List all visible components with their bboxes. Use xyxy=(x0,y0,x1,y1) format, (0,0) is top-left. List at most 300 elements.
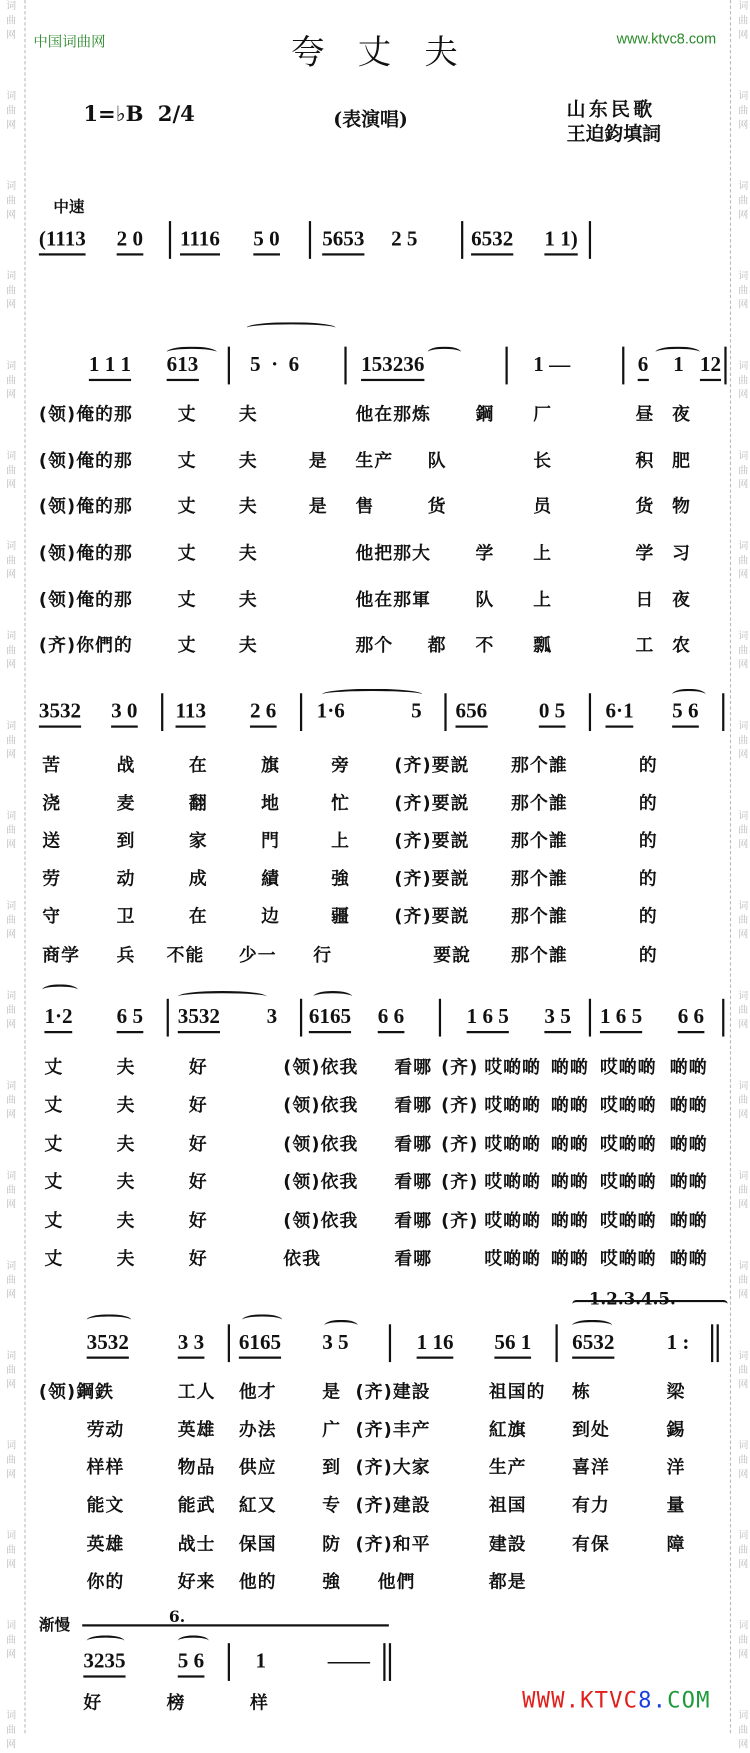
lyric-text: 边 xyxy=(261,905,280,927)
lyric-text: 学 xyxy=(475,542,495,564)
barline xyxy=(722,999,724,1037)
lyric-text: 货 xyxy=(427,495,447,517)
lyric-text: 那个誰 xyxy=(511,829,568,852)
watermark-text: 词 曲 网 xyxy=(6,1440,17,1481)
lyric-text: 员 xyxy=(533,495,553,517)
barline xyxy=(556,1324,558,1362)
note-group: 1·2 xyxy=(44,1005,72,1033)
lyric-text: 哎啲啲 xyxy=(599,1133,657,1155)
lyric-text: 积 xyxy=(635,449,655,472)
lyric-text: 哎啲啲 xyxy=(484,1133,542,1155)
lyricist: 王迫鈞填詞 xyxy=(566,123,662,146)
lyric-text: 好 xyxy=(188,1209,208,1231)
lyric-text: 队 xyxy=(475,588,495,610)
note-group: 1 xyxy=(673,353,684,377)
barline xyxy=(622,347,624,385)
note-group: 6532 xyxy=(572,1331,614,1359)
barline xyxy=(711,1324,713,1362)
barline xyxy=(228,347,230,385)
lyric-text: 的 xyxy=(638,944,658,966)
lyric-text: 栋 xyxy=(572,1380,592,1403)
watermark-text: 词 曲 网 xyxy=(6,181,17,222)
lyric-text: (齐)要説 xyxy=(394,754,470,776)
lyric-text: 厂 xyxy=(533,403,553,425)
lyric-text: 在 xyxy=(188,754,208,776)
lyric-text: 旁 xyxy=(331,754,350,776)
note-group: 3 5 xyxy=(544,1005,570,1033)
note-group: 3 xyxy=(266,1005,278,1029)
lyric-text: 麦 xyxy=(116,792,136,814)
key-signature: 1=♭B xyxy=(83,102,144,127)
lyric-text: 好来 xyxy=(177,1570,216,1593)
lyric-text: (领)鋼鉄 xyxy=(38,1380,115,1403)
note-group: 5 · 6 xyxy=(249,353,300,377)
ktvc8-logo: WWW.KTVC8.COM xyxy=(522,1686,711,1714)
lyric-text: 啲啲 xyxy=(669,1133,708,1155)
watermark-text: 词 曲 网 xyxy=(6,721,17,762)
note-group: 3532 xyxy=(87,1331,129,1359)
lyric-text: 防 xyxy=(322,1533,342,1555)
lyric-text: 翻 xyxy=(188,792,208,814)
slur-mark xyxy=(242,1314,282,1325)
barline xyxy=(300,999,302,1037)
lyric-text: 上 xyxy=(331,829,350,852)
note-group: 1 — xyxy=(533,353,571,377)
lyric-text: 鋼 xyxy=(475,403,495,425)
watermark-text: 词 曲 网 xyxy=(738,1350,749,1391)
lyric-text: 夫 xyxy=(238,588,258,610)
lyric-text: 的 xyxy=(638,754,658,776)
lyric-text: 丈 xyxy=(44,1209,64,1231)
lyric-text: 动 xyxy=(116,867,136,889)
ritardando-line xyxy=(82,1624,389,1626)
lyric-text: 哎啲啲 xyxy=(484,1094,542,1116)
lyric-text: 广 xyxy=(322,1418,342,1440)
lyric-text: 劳 xyxy=(42,867,62,889)
lyric-text: 哎啲啲 xyxy=(484,1056,542,1078)
song-source: 山东民歌 xyxy=(566,98,656,122)
note-group: 3532 xyxy=(39,700,81,728)
lyric-text: 哎啲啲 xyxy=(484,1247,542,1269)
lyric-text: 啲啲 xyxy=(669,1094,708,1116)
lyric-text: 样 xyxy=(249,1692,269,1714)
lyric-text: 的 xyxy=(638,792,658,814)
barline xyxy=(389,1324,391,1362)
watermark-text: 词 曲 网 xyxy=(738,631,749,672)
lyric-text: 到处 xyxy=(572,1418,610,1440)
lyric-text: 样样 xyxy=(86,1456,125,1478)
lyric-text: 紅又 xyxy=(238,1494,277,1516)
barline xyxy=(589,221,591,259)
note-group: 1 1) xyxy=(544,228,577,256)
tempo-marking: 中速 xyxy=(53,198,85,217)
lyric-text: 哎啲啲 xyxy=(599,1056,657,1078)
lyric-text: 看哪 xyxy=(394,1133,433,1155)
lyric-text: 喜洋 xyxy=(572,1456,610,1478)
barline xyxy=(461,221,463,259)
lyric-text: 丈 xyxy=(177,634,197,656)
lyric-text: 他才 xyxy=(238,1380,277,1403)
watermark-text: 词 曲 网 xyxy=(738,1620,749,1661)
barline xyxy=(228,1324,230,1362)
lyric-text: 物品 xyxy=(177,1456,216,1478)
time-signature: 2/4 xyxy=(157,102,195,127)
lyric-text: 兵 xyxy=(116,944,136,966)
barline xyxy=(167,999,169,1037)
lyric-text: 习 xyxy=(672,542,692,564)
lyric-text: 夫 xyxy=(116,1133,136,1155)
barline xyxy=(724,347,726,385)
lyric-text: 卫 xyxy=(116,905,136,927)
slur-mark xyxy=(655,347,699,358)
lyric-text: 看哪 xyxy=(394,1247,433,1269)
watermark-text: 词 曲 网 xyxy=(738,1530,749,1571)
lyric-text: 家 xyxy=(188,829,208,852)
note-group: 6165 xyxy=(309,1005,351,1033)
note-group: 1 1 1 xyxy=(89,353,131,381)
lyric-text: 守 xyxy=(42,905,62,927)
lyric-text: (领)依我 xyxy=(283,1133,359,1155)
left-border xyxy=(24,0,25,1733)
lyric-text: 他把那大 xyxy=(355,542,432,564)
lyric-text: 好 xyxy=(83,1692,103,1714)
lyric-text: 祖国的 xyxy=(488,1380,546,1403)
note-group: 0 5 xyxy=(539,700,565,728)
lyric-text: 要說 xyxy=(433,944,472,966)
lyric-text: 学 xyxy=(635,542,655,564)
lyric-text: 他在那炼 xyxy=(355,403,432,425)
lyric-text: 专 xyxy=(322,1494,342,1516)
lyric-text: (领)依我 xyxy=(283,1170,359,1193)
lyric-text: 夫 xyxy=(116,1170,136,1193)
lyric-text: 不 xyxy=(475,634,495,656)
watermark-text: 词 曲 网 xyxy=(6,1,17,42)
barline xyxy=(228,1643,230,1681)
site-name[interactable]: 中国词曲网 xyxy=(33,33,106,50)
lyric-text: 能文 xyxy=(86,1494,125,1516)
lyric-text: 那个 xyxy=(355,634,394,656)
lyric-text: 看哪 xyxy=(394,1209,433,1231)
lyric-text: 丈 xyxy=(44,1133,64,1155)
watermark-text: 词 曲 网 xyxy=(738,541,749,582)
barline xyxy=(169,221,171,259)
note-group: 613 xyxy=(167,353,199,381)
lyric-text: 丈 xyxy=(44,1056,64,1078)
lyric-text: 績 xyxy=(261,867,280,889)
lyric-text: 都 xyxy=(427,634,447,656)
note-group: —— xyxy=(327,1649,370,1674)
watermark-text: 词 曲 网 xyxy=(738,271,749,312)
note-group: 5 xyxy=(411,699,422,724)
lyric-text: 好 xyxy=(188,1170,208,1193)
lyric-text: (齐)要説 xyxy=(394,867,470,889)
slur-mark xyxy=(178,1635,209,1646)
lyric-text: 量 xyxy=(666,1494,686,1516)
slur-mark xyxy=(572,1320,612,1331)
watermark-text: 词 曲 网 xyxy=(6,631,17,672)
slur-mark xyxy=(87,1314,131,1325)
lyric-text: 旗 xyxy=(261,754,280,776)
barline xyxy=(506,347,508,385)
lyric-text: 售 xyxy=(355,495,375,517)
slur-mark xyxy=(247,322,336,333)
note-group: 6532 xyxy=(471,228,513,256)
slur-mark xyxy=(322,689,422,700)
lyric-text: 建設 xyxy=(488,1533,527,1555)
lyric-text: 梁 xyxy=(666,1380,686,1403)
watermark-text: 词 曲 网 xyxy=(738,991,749,1032)
right-border xyxy=(730,0,731,1733)
lyric-text: 看哪 xyxy=(394,1056,433,1078)
lyric-text: 的 xyxy=(638,905,658,927)
note-group: 2 0 xyxy=(117,228,143,256)
lyric-text: 啲啲 xyxy=(551,1056,589,1078)
site-url[interactable]: www.ktvc8.com xyxy=(616,29,717,47)
lyric-text: (领)依我 xyxy=(283,1056,359,1078)
lyric-text: 生产 xyxy=(488,1456,527,1478)
lyric-text: 強 xyxy=(322,1570,342,1593)
watermark-text: 词 曲 网 xyxy=(6,811,17,852)
lyric-text: 啲啲 xyxy=(551,1247,589,1269)
note-group: 1 xyxy=(255,1649,267,1674)
lyric-text: (领)俺的那 xyxy=(38,403,133,425)
lyric-text: 疆 xyxy=(331,905,350,927)
lyric-text: 看哪 xyxy=(394,1094,433,1116)
lyric-text: (齐)大家 xyxy=(355,1456,431,1478)
lyric-text: 哎啲啲 xyxy=(599,1247,657,1269)
lyric-text: 生产 xyxy=(355,449,394,472)
lyric-text: 上 xyxy=(533,542,553,564)
lyric-text: (齐)丰产 xyxy=(355,1418,431,1440)
volta-line xyxy=(572,1300,728,1311)
lyric-text: 物 xyxy=(672,495,692,517)
barline xyxy=(161,693,163,731)
lyric-text: 成 xyxy=(188,867,208,889)
lyric-text: 那个誰 xyxy=(511,944,568,966)
lyric-text: 能武 xyxy=(177,1494,216,1516)
barline xyxy=(383,1643,385,1681)
lyric-text: 那个誰 xyxy=(511,867,568,889)
lyric-text: 队 xyxy=(427,449,447,472)
barline xyxy=(344,347,346,385)
note-group: 113 xyxy=(176,700,207,728)
lyric-text: 啲啲 xyxy=(669,1209,708,1231)
lyric-text: 好 xyxy=(188,1056,208,1078)
lyric-text: (领)俺的那 xyxy=(38,495,133,517)
lyric-text: 哎啲啲 xyxy=(484,1170,542,1193)
lyric-text: 是 xyxy=(308,449,328,472)
lyric-text: 夫 xyxy=(238,449,258,472)
lyric-text: (领)依我 xyxy=(283,1094,359,1116)
watermark-text: 词 曲 网 xyxy=(6,1170,17,1211)
lyric-text: 行 xyxy=(313,944,333,966)
lyric-text: 办法 xyxy=(238,1418,277,1440)
note-group: 56 1 xyxy=(494,1331,531,1359)
note-group: 12 xyxy=(700,353,721,381)
watermark-text: 词 曲 网 xyxy=(6,451,17,492)
note-group: 5 0 xyxy=(253,228,279,256)
barline xyxy=(722,693,724,731)
lyric-text: 強 xyxy=(331,867,350,889)
lyric-text: 他的 xyxy=(238,1570,277,1593)
lyric-text: 夫 xyxy=(116,1094,136,1116)
note-group: 1116 xyxy=(180,228,220,256)
note-group: 153236 xyxy=(361,353,424,381)
lyric-text: 是 xyxy=(308,495,328,517)
watermark-text: 词 曲 网 xyxy=(6,1350,17,1391)
note-group: 3 5 xyxy=(322,1330,349,1355)
watermark-text: 词 曲 网 xyxy=(738,451,749,492)
lyric-text: 那个誰 xyxy=(511,905,568,927)
lyric-text: 工 xyxy=(635,634,655,656)
lyric-text: 你的 xyxy=(86,1570,125,1593)
lyric-text: 啲啲 xyxy=(669,1247,708,1269)
lyric-text: (齐) xyxy=(441,1133,479,1155)
lyric-text: (齐) xyxy=(441,1209,479,1231)
lyric-text: 不能 xyxy=(166,944,205,966)
lyric-text: 浇 xyxy=(42,792,62,814)
lyric-text: 夫 xyxy=(116,1056,136,1078)
note-group: 1 : xyxy=(666,1330,690,1355)
note-group: (1113 xyxy=(39,228,86,256)
lyric-text: 哎啲啲 xyxy=(599,1170,657,1193)
lyric-text: 的 xyxy=(638,867,658,889)
lyric-text: 看哪 xyxy=(394,1170,433,1193)
watermark-text: 词 曲 网 xyxy=(6,361,17,402)
barline xyxy=(589,693,591,731)
note-group: 6165 xyxy=(239,1331,281,1359)
performance-type: (表演唱) xyxy=(333,108,408,132)
lyric-text: 货 xyxy=(635,495,655,517)
lyric-text: (齐)要説 xyxy=(394,905,470,927)
lyric-text: 的 xyxy=(638,829,658,852)
song-title: 夸丈夫 xyxy=(291,33,492,73)
lyric-text: 好 xyxy=(188,1094,208,1116)
lyric-text: 都是 xyxy=(488,1570,527,1593)
lyric-text: 錫 xyxy=(666,1418,686,1440)
slur-mark xyxy=(178,991,267,1002)
watermark-text: 词 曲 网 xyxy=(6,1530,17,1571)
note-group: 6·1 xyxy=(605,700,633,728)
slur-mark xyxy=(167,347,217,358)
lyric-text: 忙 xyxy=(331,792,350,814)
barline xyxy=(589,999,591,1037)
ending-marker: 6. xyxy=(168,1608,186,1627)
lyric-text: 夫 xyxy=(238,634,258,656)
lyric-text: 到 xyxy=(116,829,136,852)
lyric-text: (领)俺的那 xyxy=(38,542,133,564)
lyric-text: (齐) xyxy=(441,1056,479,1078)
lyric-text: 供应 xyxy=(238,1456,277,1478)
watermark-text: 词 曲 网 xyxy=(6,91,17,132)
watermark-text: 词 曲 网 xyxy=(738,91,749,132)
lyric-text: 啲啲 xyxy=(551,1094,589,1116)
barline xyxy=(389,1643,391,1681)
note-group: 3 3 xyxy=(178,1331,204,1359)
lyric-text: 啲啲 xyxy=(551,1209,589,1231)
lyric-text: 长 xyxy=(533,449,553,472)
lyric-text: (齐) xyxy=(441,1094,479,1116)
watermark-text: 词 曲 网 xyxy=(738,1170,749,1211)
lyric-text: 啲啲 xyxy=(551,1133,589,1155)
watermark-text: 词 曲 网 xyxy=(738,1260,749,1301)
lyric-text: 工人 xyxy=(177,1380,216,1403)
lyric-text: 丈 xyxy=(177,449,197,472)
watermark-text: 词 曲 网 xyxy=(738,1710,749,1751)
tempo-change: 渐慢 xyxy=(38,1616,70,1635)
watermark-text: 词 曲 网 xyxy=(738,811,749,852)
lyric-text: 他在那軍 xyxy=(355,588,432,610)
lyric-text: 少一 xyxy=(238,944,277,966)
lyric-text: 夫 xyxy=(238,542,258,564)
lyric-text: 啲啲 xyxy=(551,1170,589,1193)
lyric-text: (齐)要説 xyxy=(394,792,470,814)
lyric-text: 农 xyxy=(672,634,692,656)
lyric-text: 好 xyxy=(188,1133,208,1155)
lyric-text: (齐)你們的 xyxy=(38,634,133,656)
lyric-text: 苦 xyxy=(42,754,62,776)
note-group: 6 xyxy=(638,353,649,381)
slur-mark xyxy=(313,991,352,1002)
lyric-text: 英雄 xyxy=(177,1418,216,1440)
lyric-text: 夫 xyxy=(238,495,258,517)
lyric-text: 丈 xyxy=(44,1094,64,1116)
lyric-text: 上 xyxy=(533,588,553,610)
slur-mark xyxy=(324,1320,357,1331)
watermark-text: 词 曲 网 xyxy=(6,1081,17,1121)
lyric-text: 肥 xyxy=(672,449,692,472)
lyric-text: 障 xyxy=(666,1533,686,1555)
note-group: 5653 xyxy=(322,228,364,256)
lyric-text: 丈 xyxy=(177,495,197,517)
note-group: 3532 xyxy=(178,1005,220,1033)
barline xyxy=(717,1324,719,1362)
slur-mark xyxy=(428,347,461,358)
lyric-text: (齐) xyxy=(441,1170,479,1193)
note-group: 1 6 5 xyxy=(600,1005,642,1033)
lyric-text: 祖国 xyxy=(488,1494,527,1516)
note-group: 5 6 xyxy=(178,1650,204,1678)
lyric-text: 地 xyxy=(261,792,280,814)
watermark-text: 词 曲 网 xyxy=(738,1440,749,1481)
note-group: 656 xyxy=(456,700,488,728)
lyric-text: 英雄 xyxy=(86,1533,125,1555)
watermark-text: 词 曲 网 xyxy=(6,901,17,942)
lyric-text: 丈 xyxy=(44,1170,64,1193)
barline xyxy=(439,999,441,1037)
note-group: 3235 xyxy=(83,1650,125,1678)
lyric-text: 那个誰 xyxy=(511,792,568,814)
note-group: 1·6 xyxy=(316,699,345,724)
watermark-text: 词 曲 网 xyxy=(6,271,17,312)
lyric-text: 哎啲啲 xyxy=(484,1209,542,1231)
slur-mark xyxy=(42,984,78,995)
lyric-text: 战士 xyxy=(177,1533,216,1555)
lyric-text: (齐)要説 xyxy=(394,829,470,852)
lyric-text: 啲啲 xyxy=(669,1170,708,1193)
lyric-text: 哎啲啲 xyxy=(599,1209,657,1231)
slur-mark xyxy=(672,689,705,700)
lyric-text: 夜 xyxy=(672,588,692,610)
lyric-text: 丈 xyxy=(177,588,197,610)
watermark-text: 词 曲 网 xyxy=(738,721,749,762)
watermark-text: 词 曲 网 xyxy=(738,901,749,942)
note-group: 1 6 5 xyxy=(467,1005,509,1033)
note-group: 6 6 xyxy=(678,1005,704,1033)
lyric-text: 商学 xyxy=(42,944,81,966)
lyric-text: 哎啲啲 xyxy=(599,1094,657,1116)
lyric-text: 榜 xyxy=(166,1692,186,1714)
